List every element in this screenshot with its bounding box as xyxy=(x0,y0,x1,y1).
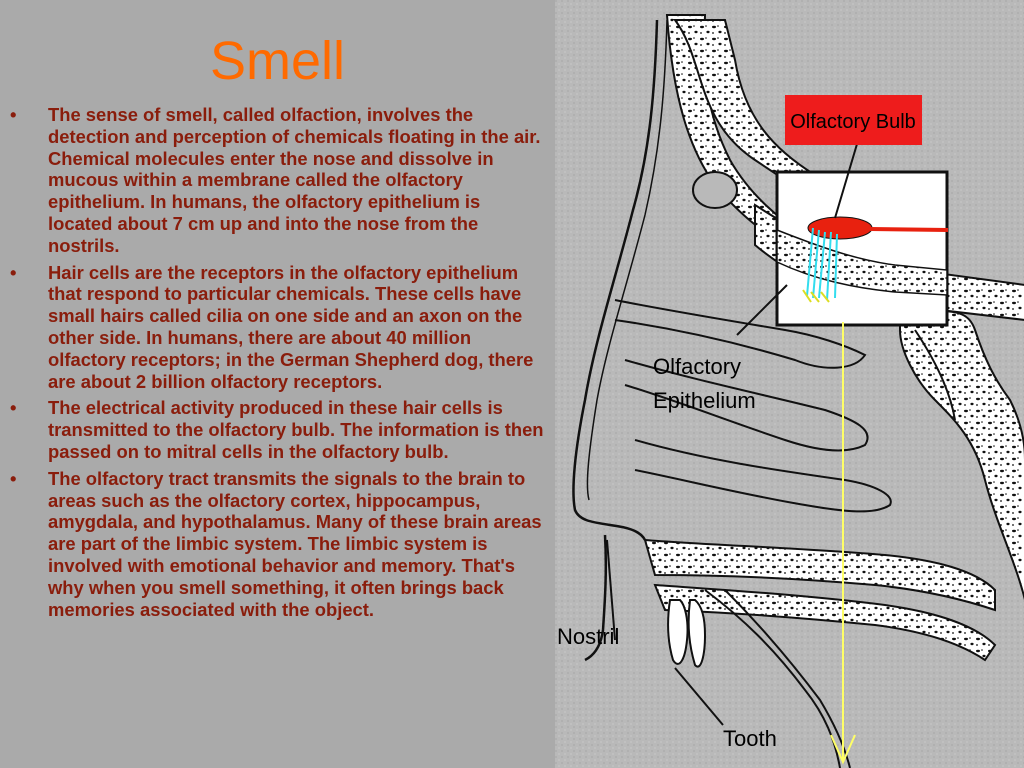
slide-title: Smell xyxy=(210,31,346,91)
bullet-text: The electrical activity produced in these hair cells is transmitted to the olfactory bulb. The information is then passed on to mitral cells in the olfactory bulb. xyxy=(48,397,544,462)
nasal-cavity-diagram xyxy=(555,0,1024,768)
bullet-dot: • xyxy=(10,467,17,489)
nostril-label: Nostril xyxy=(557,624,620,649)
olfactory-epithelium-label-line1: Olfactory xyxy=(653,354,742,379)
tooth-label: Tooth xyxy=(723,726,777,751)
bullet-list xyxy=(8,104,546,625)
olfactory-epithelium-label-line2: Epithelium xyxy=(653,388,756,413)
bullet-item xyxy=(8,104,546,257)
bullet-dot: • xyxy=(10,261,17,283)
bullet-dot: • xyxy=(10,397,17,419)
bullet-item xyxy=(8,262,546,393)
olfactory-tract xyxy=(870,229,948,230)
bullet-text: The olfactory tract transmits the signals to the brain to areas such as the olfactory cortex, hippocampus, amygdala, and hypothalamus. Many of these brain areas are part of the limbic system. The limbic system is involved with emotional behavior and memory. That's why when you smell something, it often brings back memories associated with the object. xyxy=(48,467,542,620)
bullet-text: The sense of smell, called olfaction, involves the detection and perception of chemicals floating in the air. Chemical molecules enter the nose and dissolve in mucous within a membrane called the olfactory epithelium. In humans, the olfactory epithelium is located about 7 cm up and into the nose from the nostrils. xyxy=(48,104,541,256)
tooth-shape xyxy=(668,600,687,664)
bullet-dot: • xyxy=(10,104,17,125)
bullet-item xyxy=(8,468,546,621)
bullet-text: Hair cells are the receptors in the olfactory epithelium that respond to particular chemicals. These cells have small hairs called cilia on one side and an axon on the other side. In humans, there are about 40 million olfactory receptors; in the German Shepherd dog, there are about 2 billion olfactory receptors. xyxy=(48,261,534,392)
bullet-item xyxy=(8,397,546,462)
olfactory-bulb-label: Olfactory Bulb xyxy=(790,111,916,133)
